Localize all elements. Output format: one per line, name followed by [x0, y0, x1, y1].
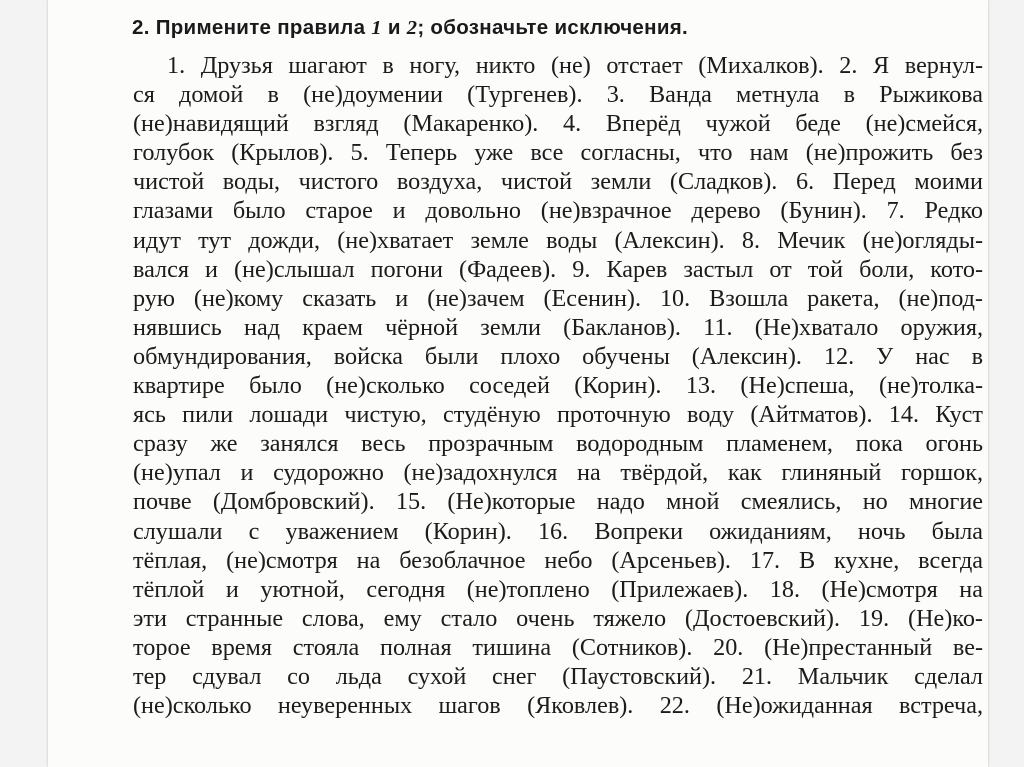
text-line: (не)навидящий взгляд (Макаренко). 4. Вперёд чужой беде (не)смейся, — [133, 110, 983, 138]
heading-suffix: ; обозначьте исключения. — [417, 16, 688, 39]
text-line: голубок (Крылов). 5. Теперь уже все согласны, что нам (не)прожить без — [133, 139, 983, 167]
text-line: почве (Домбровский). 15. (Не)которые надо мной смеялись, но многие — [133, 488, 983, 516]
exercise-text — [133, 51, 983, 720]
text-line: нявшись над краем чёрной земли (Бакланов). 11. (Не)хватало оружия, — [133, 313, 983, 341]
text-line: идут тут дожди, (не)хватает земле воды (Алексин). 8. Мечик (не)огляды- — [133, 226, 983, 254]
text-line: (не)упал и судорожно (не)задохнулся на твёрдой, как глиняный горшок, — [133, 459, 983, 487]
text-line: тёплая, (не)смотря на безоблачное небо (Арсеньев). 17. В кухне, всегда — [133, 546, 983, 574]
text-line: эти странные слова, ему стало очень тяжело (Достоевский). 19. (Не)ко- — [133, 604, 983, 632]
text-line: тер сдувал со льда сухой снег (Паустовский). 21. Мальчик сделал — [133, 662, 983, 690]
rule-number-2: 2 — [406, 17, 418, 39]
document-page — [48, 0, 988, 767]
heading-prefix: 2. Примените правила — [132, 16, 372, 39]
text-line: (не)сколько неуверенных шагов (Яковлев). 22. (Не)ожиданная встреча, — [133, 692, 983, 720]
text-line: рую (не)кому сказать и (не)зачем (Есенин). 10. Взошла ракета, (не)под- — [133, 284, 983, 312]
text-line: слушали с уважением (Корин). 16. Вопреки ожиданиям, ночь была — [133, 517, 983, 545]
heading-conjunction: и — [381, 16, 407, 39]
text-line: тёплой и уютной, сегодня (не)топлено (Прилежаев). 18. (Не)смотря на — [133, 575, 983, 603]
text-line: ясь пили лошади чистую, студёную проточную воду (Айтматов). 14. Куст — [133, 401, 983, 429]
text-line: квартире было (не)сколько соседей (Корин). 13. (Не)спеша, (не)толка- — [133, 372, 983, 400]
text-line: чистой воды, чистого воздуха, чистой земли (Сладков). 6. Перед моими — [133, 168, 983, 196]
text-line: сразу же занялся весь прозрачным водородным пламенем, пока огонь — [133, 430, 983, 458]
exercise-heading — [132, 16, 688, 40]
text-line: ся домой в (не)доумении (Тургенев). 3. Ванда метнула в Рыжикова — [133, 81, 983, 109]
text-line: 1. Друзья шагают в ногу, никто (не) отстает (Михалков). 2. Я вернул- — [167, 52, 983, 79]
text-line: торое время стояла полная тишина (Сотников). 20. (Не)престанный ве- — [133, 633, 983, 661]
text-line: глазами было старое и довольно (не)взрачное дерево (Бунин). 7. Редко — [133, 197, 983, 225]
text-line: обмундирования, войска были плохо обучены (Алексин). 12. У нас в — [133, 342, 983, 370]
rule-number-1: 1 — [371, 17, 382, 39]
text-line: вался и (не)слышал погони (Фадеев). 9. Карев застыл от той боли, кото- — [133, 255, 983, 283]
